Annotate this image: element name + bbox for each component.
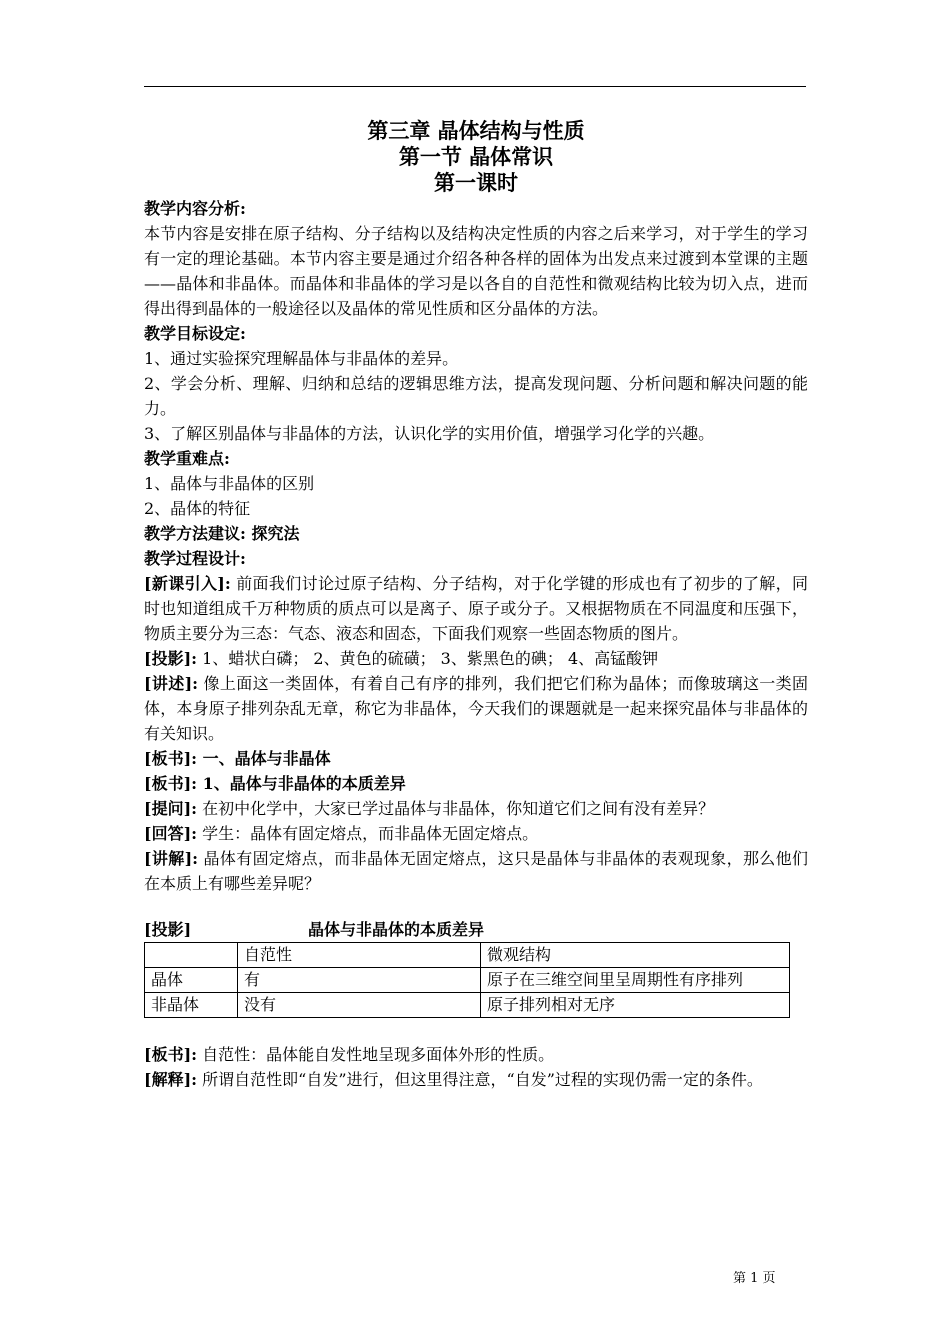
section-title: 第一节 晶体常识 [398, 144, 554, 169]
analysis-heading: 教学内容分析: [144, 199, 246, 218]
spacer [144, 1018, 808, 1042]
table-header-cell: 自范性 [238, 943, 481, 968]
explain2-paragraph [144, 1067, 808, 1092]
board1-paragraph [144, 746, 808, 771]
goal-item: 3、了解区别晶体与非晶体的方法，认识化学的实用价值，增强学习化学的兴趣。 [144, 424, 715, 443]
question-paragraph [144, 796, 808, 821]
table-title: 晶体与非晶体的本质差异 [308, 920, 485, 939]
answer-tag: [回答]: [144, 824, 198, 843]
chapter-title: 第三章 晶体结构与性质 [367, 118, 585, 143]
intro-paragraph [144, 571, 808, 646]
title-block [144, 118, 808, 196]
lecture-paragraph [144, 671, 808, 746]
lecture-tag: [讲述]: [144, 674, 199, 693]
goal-item: 1、通过实验探究理解晶体与非晶体的差异。 [144, 349, 459, 368]
board1-text: 一、晶体与非晶体 [197, 749, 331, 768]
table-cell: 原子排列相对无序 [481, 993, 790, 1018]
key-point-item: 2、晶体的特征 [144, 499, 251, 518]
projection-text: 1、蜡状白磷； 2、黄色的硫磺； 3、紫黑色的碘； 4、高锰酸钾 [197, 649, 659, 668]
intro-text: 前面我们讨论过原子结构、分子结构，对于化学键的形成也有了初步的了解，同时也知道组成千万种物质的质点可以是离子、原子或分子。又根据物质在不同温度和压强下，物质主要分为三态：气态、液态和固态，下面我们观察一些固态物质的图片。 [144, 574, 808, 643]
header-rule [144, 86, 806, 87]
table-header-row [145, 943, 790, 968]
answer-text: 学生：晶体有固定熔点，而非晶体无固定熔点。 [197, 824, 539, 843]
explain-text: 晶体有固定熔点，而非晶体无固定熔点，这只是晶体与非晶体的表观现象，那么他们在本质上有哪些差异呢？ [144, 849, 808, 893]
goal-item: 2、学会分析、理解、归纳和总结的逻辑思维方法，提高发现问题、分析问题和解决问题的能力。 [144, 374, 808, 418]
board2-tag: [板书]: [144, 774, 198, 793]
lesson-title: 第一课时 [434, 170, 518, 195]
analysis-text: 本节内容是安排在原子结构、分子结构以及结构决定性质的内容之后来学习，对于学生的学习有一定的理论基础。本节内容主要是通过介绍各种各样的固体为出发点来过渡到本堂课的主题——晶体和非晶体。而晶体和非晶体的学习是以各自的自范性和微观结构比较为切入点，进而得出得到晶体的一般途径以及晶体的常见性质和区分晶体的方法。 [144, 224, 808, 318]
lecture-text: 像上面这一类固体，有着自己有序的排列，我们把它们称为晶体；而像玻璃这一类固体，本身原子排列杂乱无章，称它为非晶体，今天我们的课题就是一起来探究晶体与非晶体的有关知识。 [144, 674, 808, 743]
key-point-item: 1、晶体与非晶体的区别 [144, 474, 315, 493]
table-caption [144, 918, 808, 942]
spacer [144, 896, 808, 918]
table-cell: 非晶体 [145, 993, 238, 1018]
question-tag: [提问]: [144, 799, 198, 818]
board3-tag: [板书]: [144, 1045, 198, 1064]
board3-paragraph [144, 1042, 808, 1067]
explain2-text: 所谓自范性即“自发”进行，但这里得注意，“自发”过程的实现仍需一定的条件。 [197, 1070, 763, 1089]
explain2-tag: [解释]: [144, 1070, 198, 1089]
key-points-heading: 教学重难点: [144, 449, 230, 468]
answer-paragraph [144, 821, 808, 846]
table-cell: 晶体 [145, 968, 238, 993]
table-row [145, 968, 790, 993]
method-line: 教学方法建议: 探究法 [144, 524, 300, 543]
document-body [144, 118, 808, 1092]
board3-text: 自范性：晶体能自发性地呈现多面体外形的性质。 [197, 1045, 555, 1064]
board1-tag: [板书]: [144, 749, 198, 768]
table-cell: 原子在三维空间里呈周期性有序排列 [481, 968, 790, 993]
table-cell: 有 [238, 968, 481, 993]
intro-tag: [新课引入]: [144, 574, 231, 593]
explain-tag: [讲解]: [144, 849, 199, 868]
table-header-cell: 微观结构 [481, 943, 790, 968]
explain-paragraph [144, 846, 808, 896]
projection-tag: [投影]: [144, 649, 198, 668]
comparison-table [144, 942, 790, 1018]
table-row [145, 993, 790, 1018]
question-text: 在初中化学中，大家已学过晶体与非晶体，你知道它们之间有没有差异？ [197, 799, 715, 818]
goals-heading: 教学目标设定: [144, 324, 246, 343]
table-projection-tag: [投影] [144, 920, 192, 939]
projection-paragraph [144, 646, 808, 671]
board2-text: 1、晶体与非晶体的本质差异 [197, 774, 406, 793]
table-header-cell [145, 943, 238, 968]
process-heading: 教学过程设计: [144, 549, 246, 568]
page-number: 第 1 页 [733, 1271, 776, 1286]
table-cell: 没有 [238, 993, 481, 1018]
board2-paragraph [144, 771, 808, 796]
